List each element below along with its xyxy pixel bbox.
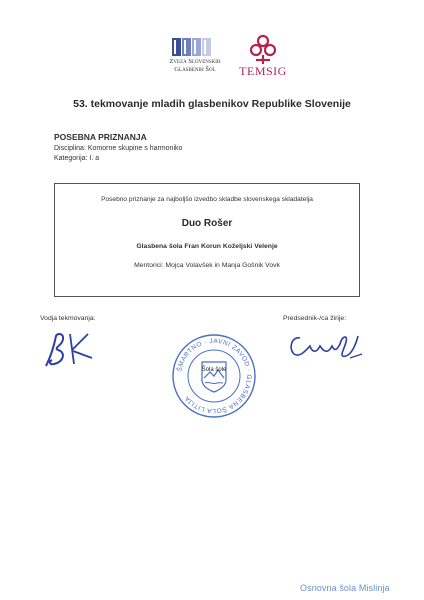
award-description: Posebno priznanje za najboljšo izvedbo skladbe slovenskega skladatelja (101, 196, 313, 203)
school-name: Glasbena šola Fran Korun Koželjski Velenje (136, 243, 278, 250)
stamp-center-text: Šola šole (201, 367, 227, 373)
award-heading: POSEBNA PRIZNANJA (54, 132, 147, 142)
document-title: 53. tekmovanje mladih glasbenikov Republike Slovenije (73, 98, 351, 110)
stamp-ring-text: ŠMARTNO · JAVNI ZAVOD · GLASBENA ŠOLA LITIJA (176, 337, 253, 415)
leader-signature-label: Vodja tekmovanja: (40, 315, 96, 322)
awardee-name: Duo Rošer (181, 218, 233, 229)
temsig-emblem-icon (251, 36, 275, 64)
zveza-line2: Glasbenih Šol (174, 66, 216, 73)
watermark: Osnovna šola Mislinja (300, 583, 390, 593)
mentors-line: Mentorici: Mojca Volavšek in Manja Gošnik Vovk (134, 262, 280, 269)
temsig-logo (240, 34, 286, 68)
chair-signature (286, 328, 366, 362)
discipline-line: Disciplina: Komorne skupine s harmoniko (54, 145, 183, 152)
zveza-emblem-icon (172, 38, 211, 56)
chair-signature-label: Predsednik-/ca žirije: (283, 315, 347, 322)
leader-signature (40, 328, 110, 370)
temsig-logo-text: TEMSIG (239, 64, 287, 78)
zveza-logo-text (150, 58, 240, 74)
category-line: Kategorija: I. a (54, 155, 100, 162)
zveza-line1: Zveza Slovenskih (169, 58, 221, 65)
school-stamp (170, 332, 258, 420)
